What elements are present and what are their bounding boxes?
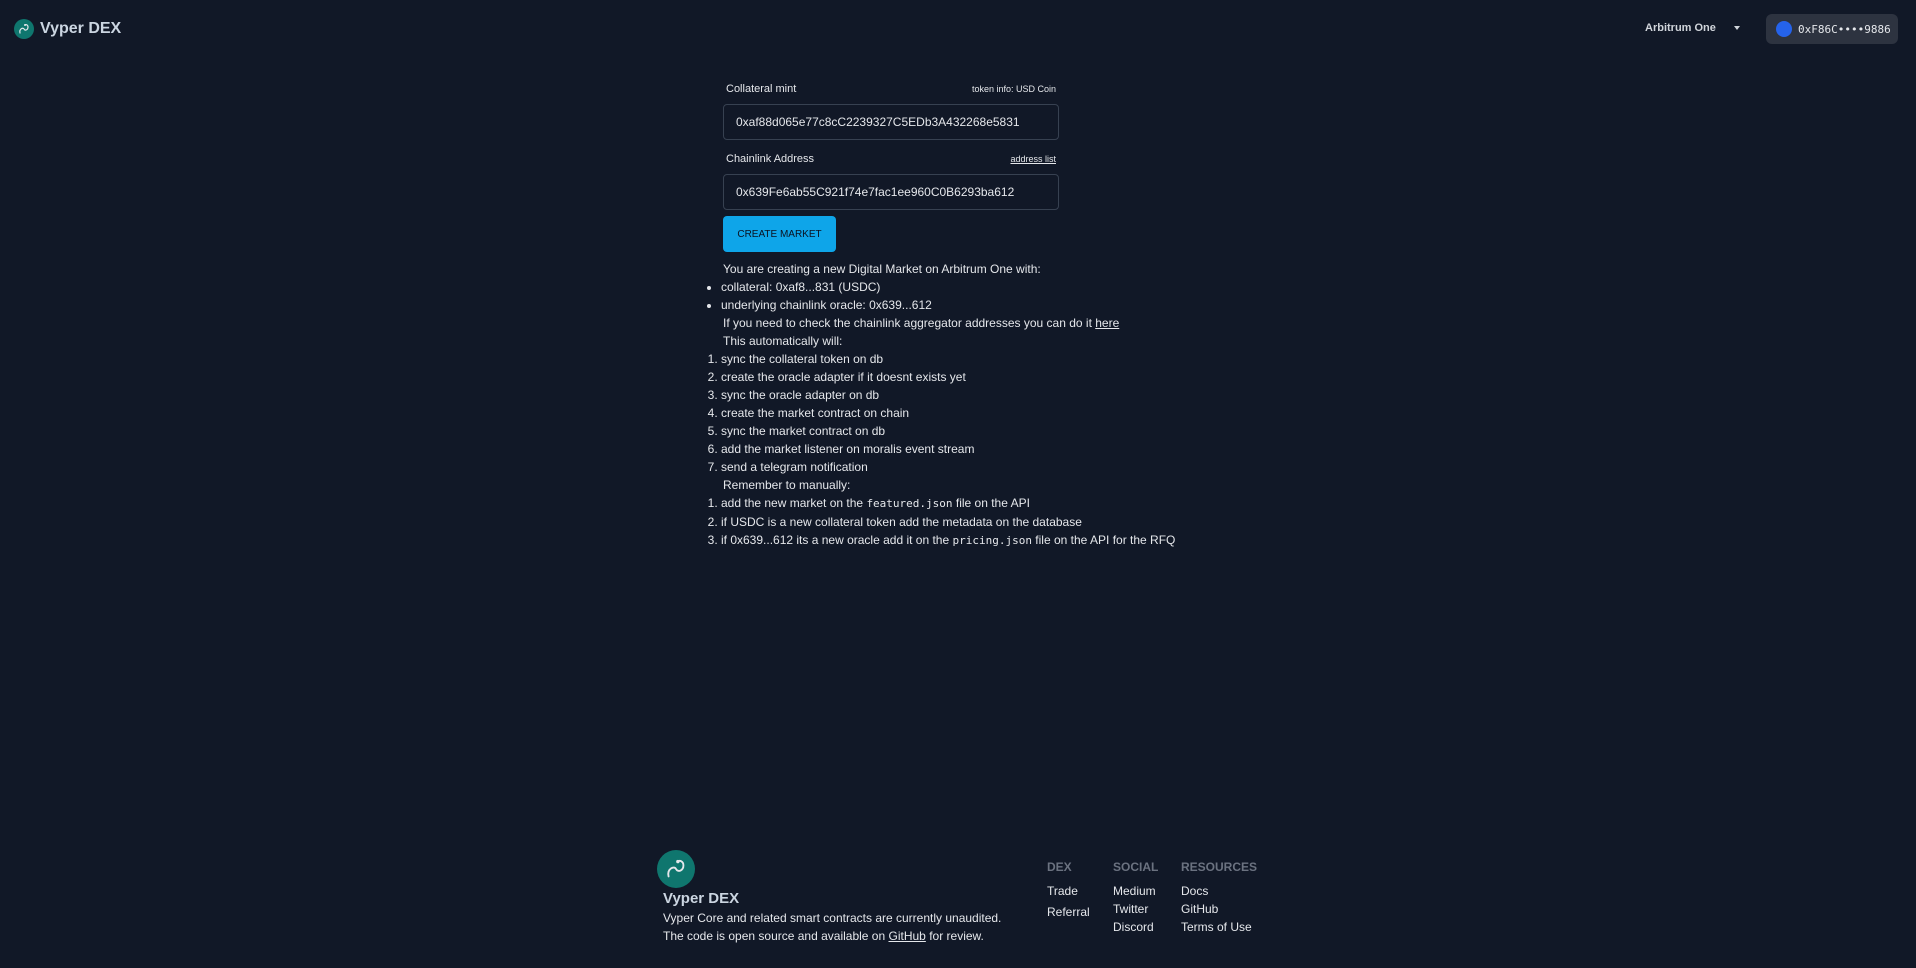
footer-heading-resources: RESOURCES (1181, 860, 1258, 874)
featured-json-code: featured.json (866, 497, 953, 510)
collateral-field (723, 80, 1193, 140)
market-summary (723, 260, 1193, 550)
footer-desc-pre: The code is open source and available on (663, 929, 889, 943)
aggregator-check-text (723, 314, 1193, 332)
manual-heading: Remember to manually: (723, 478, 851, 492)
list-item (721, 494, 1193, 513)
vyper-logo-icon (657, 850, 695, 888)
footer-brand-title: Vyper DEX (663, 890, 740, 907)
footer-link-terms[interactable]: Terms of Use (1181, 920, 1252, 934)
create-market-button[interactable]: CREATE MARKET (723, 216, 836, 252)
list-item: 5. sync the market contract on db (721, 422, 1193, 440)
footer-link-discord[interactable]: Discord (1113, 920, 1154, 934)
footer-link-github[interactable]: GitHub (1181, 902, 1219, 916)
list-item: 1. sync the collateral token on db (721, 350, 1193, 368)
pricing-json-code: pricing.json (952, 534, 1032, 547)
aggregator-here-link[interactable]: here (1095, 316, 1120, 330)
wallet-avatar (1776, 21, 1792, 37)
brand-home-link[interactable] (14, 19, 121, 39)
chainlink-field (723, 150, 1193, 210)
vyper-logo-icon (14, 19, 34, 39)
footer-link-docs[interactable]: Docs (1181, 884, 1209, 898)
footer-link-medium[interactable]: Medium (1113, 884, 1156, 898)
footer-desc-line2 (663, 927, 1043, 945)
manual-step1-post: file on the API (952, 496, 1030, 510)
list-item: • collateral: 0xaf8...831 (USDC) (721, 278, 1193, 296)
chainlink-address-label: Chainlink Address (726, 153, 815, 165)
footer-link-trade[interactable]: Trade (1047, 884, 1078, 898)
address-list-link[interactable]: address list (1010, 154, 1056, 164)
chevron-down-icon[interactable] (1734, 26, 1740, 30)
manual-step1-pre: add the new market on the (721, 496, 867, 510)
collateral-mint-label: Collateral mint (726, 83, 797, 95)
footer-desc-line1: Vyper Core and related smart contracts are currently unaudited. (663, 911, 1002, 925)
summary-details-list (721, 278, 1193, 314)
list-item: • underlying chainlink oracle: 0x639...612 (721, 296, 1193, 314)
footer-column-dex (1047, 858, 1090, 924)
manual-step3-pre: if 0x639...612 its a new oracle add it on the (721, 533, 953, 547)
network-selector[interactable]: Arbitrum One (1645, 22, 1716, 34)
manual-steps-list (721, 494, 1193, 550)
footer-column-resources (1181, 858, 1257, 936)
list-item: 3. sync the oracle adapter on db (721, 386, 1193, 404)
footer-link-referral[interactable]: Referral (1047, 905, 1090, 919)
list-item: 2. if USDC is a new collateral token add the metadata on the database (721, 513, 1193, 531)
footer-desc-post: for review. (925, 929, 984, 943)
manual-step3-post: file on the API for the RFQ (1031, 533, 1176, 547)
footer-description (663, 909, 1043, 945)
aggregator-check-label: If you need to check the chainlink aggregator addresses you can do it (723, 316, 1096, 330)
summary-intro: You are creating a new Digital Market on Arbitrum One with: (723, 262, 1041, 276)
footer-link-twitter[interactable]: Twitter (1113, 902, 1149, 916)
brand-name: Vyper DEX (40, 20, 122, 37)
list-item: 7. send a telegram notification (721, 458, 1193, 476)
wallet-address: 0xF86C••••9886 (1798, 22, 1891, 36)
footer-column-social (1113, 858, 1158, 936)
list-item (721, 531, 1193, 550)
top-navbar (0, 0, 1916, 58)
create-market-form (723, 80, 1193, 550)
auto-heading: This automatically will: (723, 334, 843, 348)
footer-heading-social: SOCIAL (1113, 860, 1159, 874)
footer (657, 850, 1257, 950)
list-item: 2. create the oracle adapter if it doesnt exists yet (721, 368, 1193, 386)
collateral-mint-input[interactable] (723, 104, 1059, 140)
token-info-text: token info: USD Coin (971, 84, 1056, 94)
chainlink-address-input[interactable] (723, 174, 1059, 210)
list-item: 4. create the market contract on chain (721, 404, 1193, 422)
auto-steps-list (721, 350, 1193, 476)
wallet-button[interactable] (1766, 14, 1898, 44)
list-item: 6. add the market listener on moralis event stream (721, 440, 1193, 458)
footer-github-link[interactable]: GitHub (888, 929, 926, 943)
footer-heading-dex: DEX (1047, 860, 1072, 874)
